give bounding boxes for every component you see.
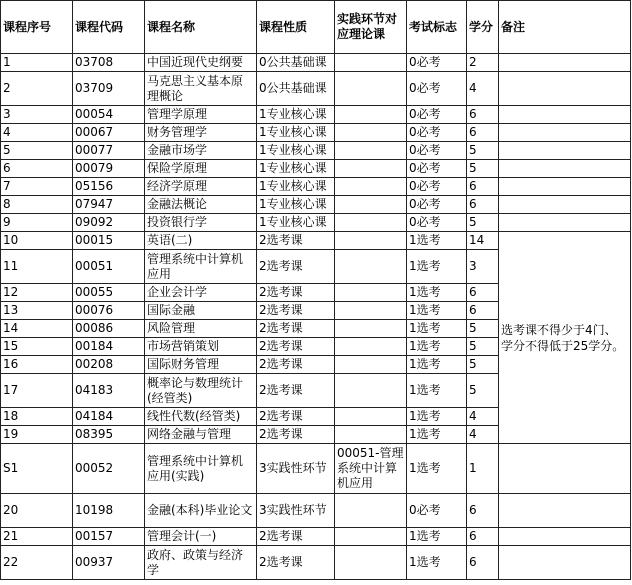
cell-name: 线性代数(经管类) bbox=[145, 408, 257, 426]
cell-theory bbox=[335, 196, 407, 214]
cell-type: 2选考课 bbox=[257, 232, 335, 250]
cell-name: 管理系统中计算机应用(实践) bbox=[145, 444, 257, 494]
cell-credit: 1 bbox=[467, 444, 499, 494]
cell-credit: 5 bbox=[467, 374, 499, 408]
cell-theory bbox=[335, 302, 407, 320]
cell-name: 中国近现代史纲要 bbox=[145, 54, 257, 72]
cell-code: 03708 bbox=[73, 54, 145, 72]
cell-theory bbox=[335, 124, 407, 142]
table-row bbox=[1, 528, 631, 546]
cell-credit: 6 bbox=[467, 124, 499, 142]
cell-type: 0公共基础课 bbox=[257, 72, 335, 106]
cell-code: 07947 bbox=[73, 196, 145, 214]
cell-exam: 1选考 bbox=[407, 320, 467, 338]
cell-type: 2选考课 bbox=[257, 284, 335, 302]
header-exam: 考试标志 bbox=[407, 1, 467, 54]
cell-name: 管理系统中计算机应用 bbox=[145, 250, 257, 284]
cell-credit: 6 bbox=[467, 178, 499, 196]
cell-type: 2选考课 bbox=[257, 302, 335, 320]
cell-name: 马克思主义基本原理概论 bbox=[145, 72, 257, 106]
cell-theory bbox=[335, 284, 407, 302]
cell-exam: 1选考 bbox=[407, 232, 467, 250]
cell-code: 00184 bbox=[73, 338, 145, 356]
cell-code: 04184 bbox=[73, 408, 145, 426]
cell-credit: 6 bbox=[467, 528, 499, 546]
cell-remark bbox=[499, 124, 631, 142]
cell-name: 金融法概论 bbox=[145, 196, 257, 214]
cell-theory bbox=[335, 494, 407, 528]
cell-theory bbox=[335, 320, 407, 338]
header-credit: 学分 bbox=[467, 1, 499, 54]
cell-credit: 4 bbox=[467, 426, 499, 444]
cell-exam: 1选考 bbox=[407, 374, 467, 408]
cell-seq: 11 bbox=[1, 250, 73, 284]
cell-remark bbox=[499, 178, 631, 196]
cell-theory bbox=[335, 426, 407, 444]
cell-credit: 6 bbox=[467, 546, 499, 580]
cell-theory bbox=[335, 250, 407, 284]
cell-seq: 8 bbox=[1, 196, 73, 214]
header-type: 课程性质 bbox=[257, 1, 335, 54]
cell-code: 10198 bbox=[73, 494, 145, 528]
cell-type: 2选考课 bbox=[257, 356, 335, 374]
cell-remark bbox=[499, 196, 631, 214]
cell-remark bbox=[499, 546, 631, 580]
cell-exam: 0必考 bbox=[407, 72, 467, 106]
cell-name: 市场营销策划 bbox=[145, 338, 257, 356]
table-row bbox=[1, 142, 631, 160]
cell-type: 3实践性环节 bbox=[257, 444, 335, 494]
cell-exam: 1选考 bbox=[407, 546, 467, 580]
cell-code: 03709 bbox=[73, 72, 145, 106]
cell-seq: 13 bbox=[1, 302, 73, 320]
cell-theory bbox=[335, 160, 407, 178]
cell-name: 财务管理学 bbox=[145, 124, 257, 142]
cell-code: 00067 bbox=[73, 124, 145, 142]
cell-exam: 0必考 bbox=[407, 214, 467, 232]
cell-seq: 2 bbox=[1, 72, 73, 106]
header-seq: 课程序号 bbox=[1, 1, 73, 54]
table-row bbox=[1, 160, 631, 178]
table-row bbox=[1, 72, 631, 106]
cell-code: 00015 bbox=[73, 232, 145, 250]
cell-code: 09092 bbox=[73, 214, 145, 232]
cell-remark bbox=[499, 160, 631, 178]
cell-exam: 0必考 bbox=[407, 142, 467, 160]
cell-name: 企业会计学 bbox=[145, 284, 257, 302]
cell-code: 00937 bbox=[73, 546, 145, 580]
cell-seq: 10 bbox=[1, 232, 73, 250]
cell-name: 管理学原理 bbox=[145, 106, 257, 124]
cell-exam: 1选考 bbox=[407, 302, 467, 320]
cell-exam: 1选考 bbox=[407, 528, 467, 546]
cell-code: 00157 bbox=[73, 528, 145, 546]
cell-exam: 0必考 bbox=[407, 494, 467, 528]
cell-credit: 5 bbox=[467, 356, 499, 374]
cell-theory bbox=[335, 178, 407, 196]
cell-theory bbox=[335, 54, 407, 72]
cell-credit: 5 bbox=[467, 214, 499, 232]
cell-theory bbox=[335, 528, 407, 546]
cell-remark bbox=[499, 106, 631, 124]
cell-type: 1专业核心课 bbox=[257, 196, 335, 214]
header-name: 课程名称 bbox=[145, 1, 257, 54]
header-theory: 实践环节对应理论课 bbox=[335, 1, 407, 54]
cell-name: 经济学原理 bbox=[145, 178, 257, 196]
cell-exam: 1选考 bbox=[407, 426, 467, 444]
header-row bbox=[1, 1, 631, 54]
cell-theory bbox=[335, 374, 407, 408]
cell-remark bbox=[499, 142, 631, 160]
cell-type: 0公共基础课 bbox=[257, 54, 335, 72]
cell-type: 1专业核心课 bbox=[257, 106, 335, 124]
cell-theory bbox=[335, 106, 407, 124]
cell-exam: 1选考 bbox=[407, 338, 467, 356]
cell-remark bbox=[499, 214, 631, 232]
cell-seq: 21 bbox=[1, 528, 73, 546]
cell-seq: S1 bbox=[1, 444, 73, 494]
cell-seq: 7 bbox=[1, 178, 73, 196]
cell-name: 金融市场学 bbox=[145, 142, 257, 160]
cell-type: 2选考课 bbox=[257, 546, 335, 580]
cell-credit: 6 bbox=[467, 494, 499, 528]
cell-theory: 00051-管理系统中计算机应用 bbox=[335, 444, 407, 494]
table-row bbox=[1, 178, 631, 196]
cell-code: 08395 bbox=[73, 426, 145, 444]
table-row bbox=[1, 124, 631, 142]
cell-name: 概率论与数理统计(经管类) bbox=[145, 374, 257, 408]
table-row bbox=[1, 214, 631, 232]
cell-exam: 0必考 bbox=[407, 178, 467, 196]
cell-theory bbox=[335, 214, 407, 232]
table-row bbox=[1, 106, 631, 124]
cell-remark bbox=[499, 444, 631, 494]
table-row bbox=[1, 54, 631, 72]
cell-credit: 6 bbox=[467, 284, 499, 302]
remark-cell: 选考课不得少于4门、学分不得低于25学分。 bbox=[499, 232, 631, 444]
cell-type: 1专业核心课 bbox=[257, 178, 335, 196]
cell-type: 2选考课 bbox=[257, 250, 335, 284]
cell-seq: 4 bbox=[1, 124, 73, 142]
cell-type: 2选考课 bbox=[257, 528, 335, 546]
cell-type: 1专业核心课 bbox=[257, 142, 335, 160]
cell-remark bbox=[499, 54, 631, 72]
cell-exam: 0必考 bbox=[407, 196, 467, 214]
cell-theory bbox=[335, 408, 407, 426]
cell-exam: 0必考 bbox=[407, 106, 467, 124]
header-code: 课程代码 bbox=[73, 1, 145, 54]
cell-code: 00054 bbox=[73, 106, 145, 124]
table-row bbox=[1, 494, 631, 528]
cell-seq: 5 bbox=[1, 142, 73, 160]
cell-name: 网络金融与管理 bbox=[145, 426, 257, 444]
cell-seq: 19 bbox=[1, 426, 73, 444]
cell-exam: 1选考 bbox=[407, 250, 467, 284]
cell-code: 00076 bbox=[73, 302, 145, 320]
cell-type: 2选考课 bbox=[257, 408, 335, 426]
cell-type: 2选考课 bbox=[257, 374, 335, 408]
cell-code: 04183 bbox=[73, 374, 145, 408]
cell-seq: 14 bbox=[1, 320, 73, 338]
cell-name: 英语(二) bbox=[145, 232, 257, 250]
cell-credit: 2 bbox=[467, 54, 499, 72]
cell-code: 00208 bbox=[73, 356, 145, 374]
cell-name: 国际金融 bbox=[145, 302, 257, 320]
cell-theory bbox=[335, 232, 407, 250]
cell-theory bbox=[335, 356, 407, 374]
cell-seq: 18 bbox=[1, 408, 73, 426]
cell-type: 2选考课 bbox=[257, 320, 335, 338]
cell-seq: 6 bbox=[1, 160, 73, 178]
cell-exam: 1选考 bbox=[407, 356, 467, 374]
cell-type: 1专业核心课 bbox=[257, 214, 335, 232]
cell-theory bbox=[335, 546, 407, 580]
cell-code: 00051 bbox=[73, 250, 145, 284]
table-row bbox=[1, 196, 631, 214]
cell-theory bbox=[335, 142, 407, 160]
cell-code: 00052 bbox=[73, 444, 145, 494]
cell-name: 投资银行学 bbox=[145, 214, 257, 232]
cell-seq: 17 bbox=[1, 374, 73, 408]
cell-code: 00079 bbox=[73, 160, 145, 178]
cell-seq: 9 bbox=[1, 214, 73, 232]
cell-seq: 15 bbox=[1, 338, 73, 356]
cell-exam: 1选考 bbox=[407, 444, 467, 494]
cell-theory bbox=[335, 338, 407, 356]
table-row bbox=[1, 232, 631, 250]
cell-remark bbox=[499, 528, 631, 546]
cell-name: 保险学原理 bbox=[145, 160, 257, 178]
cell-seq: 1 bbox=[1, 54, 73, 72]
cell-credit: 5 bbox=[467, 160, 499, 178]
cell-exam: 1选考 bbox=[407, 284, 467, 302]
cell-credit: 6 bbox=[467, 106, 499, 124]
table-row bbox=[1, 444, 631, 494]
cell-name: 管理会计(一) bbox=[145, 528, 257, 546]
header-remark: 备注 bbox=[499, 1, 631, 54]
cell-exam: 0必考 bbox=[407, 124, 467, 142]
cell-credit: 5 bbox=[467, 338, 499, 356]
cell-seq: 22 bbox=[1, 546, 73, 580]
cell-seq: 16 bbox=[1, 356, 73, 374]
cell-remark bbox=[499, 72, 631, 106]
cell-credit: 4 bbox=[467, 72, 499, 106]
cell-exam: 0必考 bbox=[407, 54, 467, 72]
cell-type: 2选考课 bbox=[257, 338, 335, 356]
cell-exam: 0必考 bbox=[407, 160, 467, 178]
table-row bbox=[1, 546, 631, 580]
cell-type: 1专业核心课 bbox=[257, 124, 335, 142]
cell-code: 00055 bbox=[73, 284, 145, 302]
cell-credit: 6 bbox=[467, 302, 499, 320]
cell-type: 1专业核心课 bbox=[257, 160, 335, 178]
cell-name: 金融(本科)毕业论文 bbox=[145, 494, 257, 528]
cell-seq: 3 bbox=[1, 106, 73, 124]
cell-seq: 20 bbox=[1, 494, 73, 528]
cell-type: 3实践性环节 bbox=[257, 494, 335, 528]
cell-exam: 1选考 bbox=[407, 408, 467, 426]
cell-remark bbox=[499, 494, 631, 528]
cell-name: 国际财务管理 bbox=[145, 356, 257, 374]
cell-credit: 4 bbox=[467, 408, 499, 426]
cell-name: 风险管理 bbox=[145, 320, 257, 338]
cell-name: 政府、政策与经济学 bbox=[145, 546, 257, 580]
cell-code: 00077 bbox=[73, 142, 145, 160]
cell-theory bbox=[335, 72, 407, 106]
cell-credit: 5 bbox=[467, 142, 499, 160]
cell-seq: 12 bbox=[1, 284, 73, 302]
cell-credit: 6 bbox=[467, 196, 499, 214]
cell-code: 05156 bbox=[73, 178, 145, 196]
cell-credit: 14 bbox=[467, 232, 499, 250]
cell-credit: 5 bbox=[467, 320, 499, 338]
cell-credit: 3 bbox=[467, 250, 499, 284]
cell-type: 2选考课 bbox=[257, 426, 335, 444]
cell-code: 00086 bbox=[73, 320, 145, 338]
